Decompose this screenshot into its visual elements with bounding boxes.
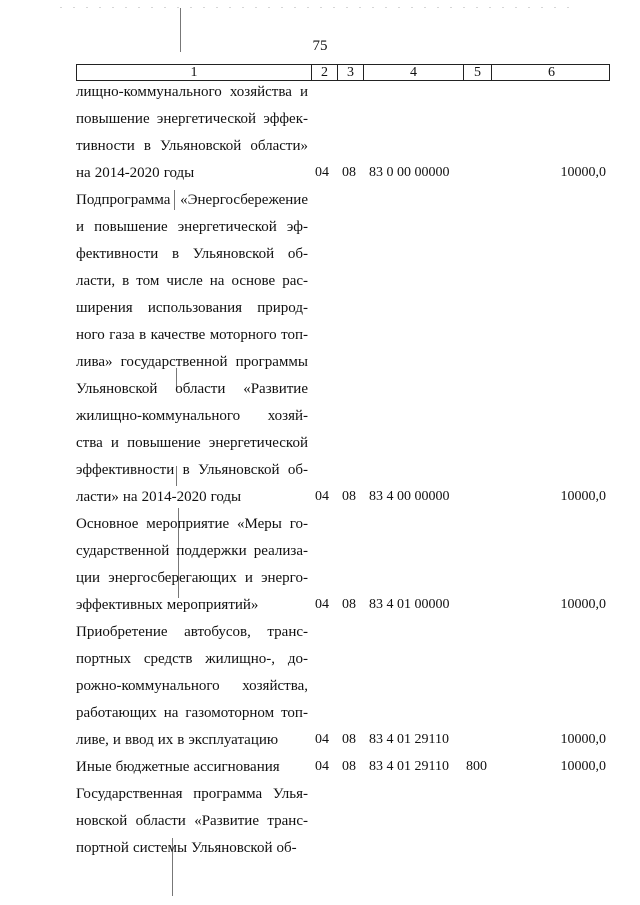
code-cell-c4: 83 4 00 00000 <box>369 489 450 504</box>
description-line: портной системы Ульяновской об- <box>76 840 297 856</box>
description-line: работающих на газомоторном топ- <box>76 705 308 721</box>
code-cell-c2: 04 <box>315 489 329 504</box>
description-line: Ульяновской области «Развитие <box>76 381 308 397</box>
description-line: ширения использования природ- <box>76 300 308 316</box>
code-cell-c2: 04 <box>315 597 329 612</box>
code-cell-c3: 08 <box>342 165 356 180</box>
code-cell-c6: 10000,0 <box>560 489 606 504</box>
column-header-5: 5 <box>474 65 481 80</box>
description-line: новской области «Развитие транс- <box>76 813 308 829</box>
code-cell-c3: 08 <box>342 597 356 612</box>
scan-noise <box>60 7 580 8</box>
description-line: ласти» на 2014-2020 годы <box>76 489 242 505</box>
description-line: жилищно-коммунального хозяй- <box>76 408 308 424</box>
code-cell-c2: 04 <box>315 759 329 774</box>
code-cell-c3: 08 <box>342 489 356 504</box>
description-line: Государственная программа Улья- <box>76 786 308 802</box>
column-header-4: 4 <box>410 65 417 80</box>
code-cell-c6: 10000,0 <box>560 597 606 612</box>
description-line: Подпрограмма «Энергосбережение <box>76 192 308 208</box>
description-line: ства и повышение энергетической <box>76 435 308 451</box>
description-line: ного газа в качестве моторного топ- <box>76 327 308 343</box>
code-cell-c6: 10000,0 <box>560 165 606 180</box>
code-cell-c6: 10000,0 <box>560 732 606 747</box>
column-header-3: 3 <box>347 65 354 80</box>
description-line: Приобретение автобусов, транс- <box>76 624 308 640</box>
description-line: Основное мероприятие «Меры го- <box>76 516 308 532</box>
column-header-1: 1 <box>190 65 198 80</box>
code-cell-c3: 08 <box>342 759 356 774</box>
description-line: тивности в Ульяновской области» <box>76 138 308 154</box>
code-cell-c2: 04 <box>315 732 329 747</box>
description-line: эффективных мероприятий» <box>76 597 259 613</box>
code-cell-c4: 83 0 00 00000 <box>369 165 450 180</box>
code-cell-c3: 08 <box>342 732 356 747</box>
column-header-2: 2 <box>321 65 328 80</box>
description-line: ции энергосберегающих и энерго- <box>76 570 308 586</box>
description-line: лива» государственной программы <box>76 354 308 370</box>
description-line: фективности в Ульяновской об- <box>76 246 308 262</box>
code-cell-c5: 800 <box>466 759 487 774</box>
description-line: Иные бюджетные ассигнования <box>76 759 280 775</box>
description-line: повышение энергетической эффек- <box>76 111 308 127</box>
description-line: ливе, и ввод их в эксплуатацию <box>76 732 279 748</box>
description-line: портных средств жилищно-, до- <box>76 651 308 667</box>
description-line: и повышение энергетической эф- <box>76 219 308 235</box>
description-line: сударственной поддержки реализа- <box>76 543 308 559</box>
column-header-row <box>76 64 610 81</box>
description-line: лищно-коммунального хозяйства и <box>76 84 308 100</box>
column-header-6: 6 <box>548 65 555 80</box>
description-line: на 2014-2020 годы <box>76 165 195 181</box>
code-cell-c4: 83 4 01 29110 <box>369 759 449 774</box>
description-line: эффективности в Ульяновской об- <box>76 462 308 478</box>
code-cell-c4: 83 4 01 29110 <box>369 732 449 747</box>
code-cell-c6: 10000,0 <box>560 759 606 774</box>
code-cell-c4: 83 4 01 00000 <box>369 597 450 612</box>
description-line: рожно-коммунального хозяйства, <box>76 678 308 694</box>
description-line: ласти, в том числе на основе рас- <box>76 273 308 289</box>
page-number: 75 <box>312 38 328 54</box>
code-cell-c2: 04 <box>315 165 329 180</box>
